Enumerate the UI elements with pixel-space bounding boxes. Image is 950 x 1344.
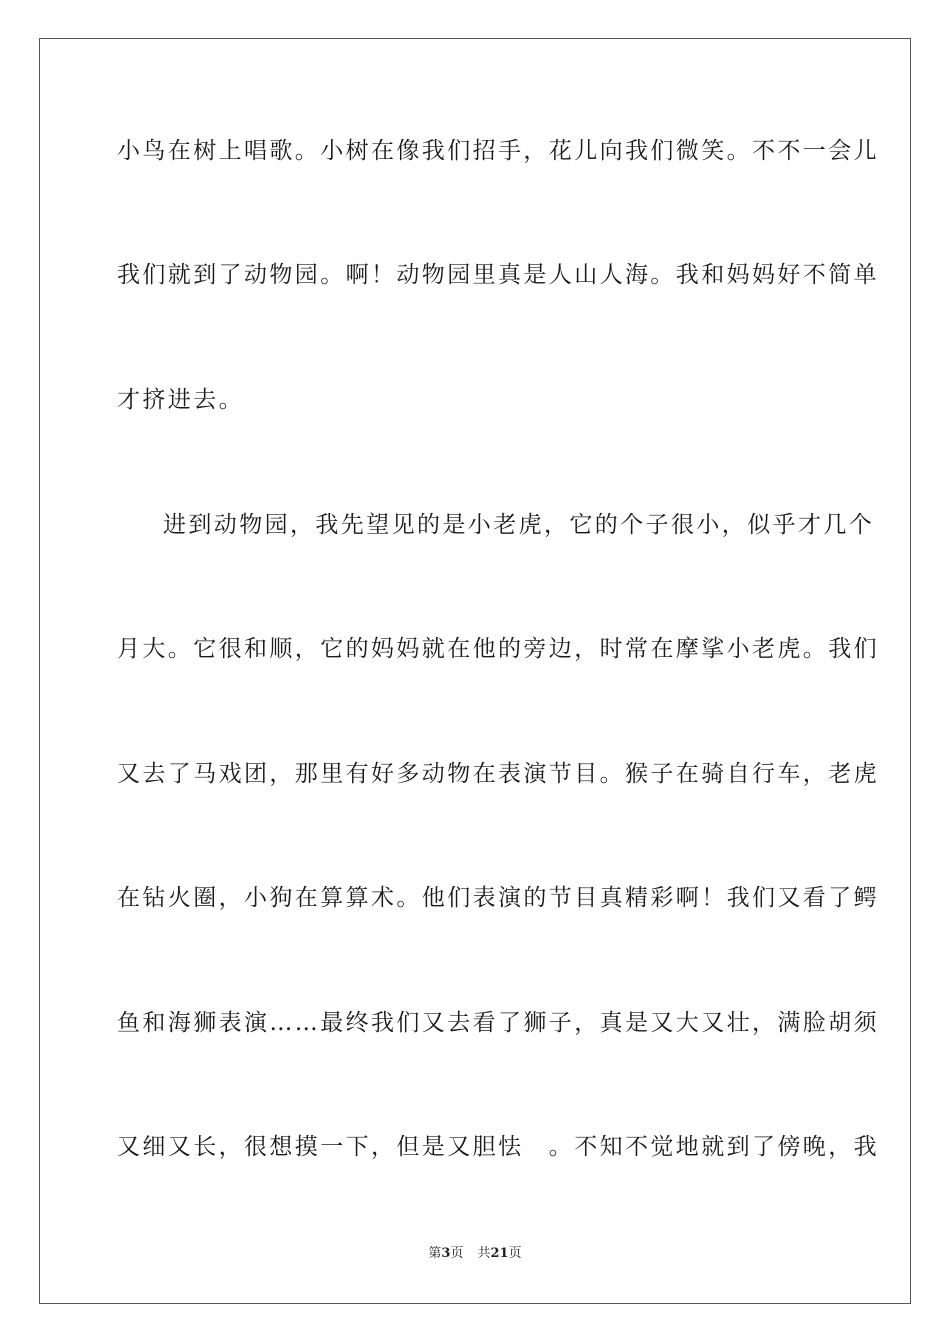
text-line-6: 又去了马戏团，那里有好多动物在表演节目。猴子在骑自行车，老虎: [117, 761, 879, 787]
text-line-4: 进到动物园，我先望见的是小老虎，它的个子很小，似乎才几个: [163, 512, 875, 538]
footer-page-unit: 页: [450, 1246, 464, 1261]
text-line-9: 又细又长，很想摸一下，但是又胆怯 。不知不觉地就到了傍晚，我: [117, 1134, 879, 1160]
text-line-8: 鱼和海狮表演……最终我们又去看了狮子，真是又大又壮，满脸胡须: [117, 1010, 879, 1036]
text-line-5: 月大。它很和顺，它的妈妈就在他的旁边，时常在摩挲小老虎。我们: [117, 636, 879, 662]
footer-page-total: 21: [490, 1246, 509, 1261]
text-line-3: 才挤进去。: [117, 387, 244, 413]
page-footer: [0, 1245, 950, 1263]
footer-page-current: 3: [441, 1246, 451, 1261]
text-line-1: 小鸟在树上唱歌。小树在像我们招手，花儿向我们微笑。不不一会儿: [117, 138, 879, 164]
footer-total-unit: 页: [508, 1246, 522, 1261]
footer-total-prefix: 共: [477, 1246, 491, 1261]
footer-page-prefix: 第: [428, 1246, 442, 1261]
text-line-2: 我们就到了动物园。啊！动物园里真是人山人海。我和妈妈好不简单: [117, 262, 879, 288]
text-line-7: 在钻火圈，小狗在算算术。他们表演的节目真精彩啊！我们又看了鳄: [117, 885, 879, 911]
page-border: [39, 38, 911, 1304]
